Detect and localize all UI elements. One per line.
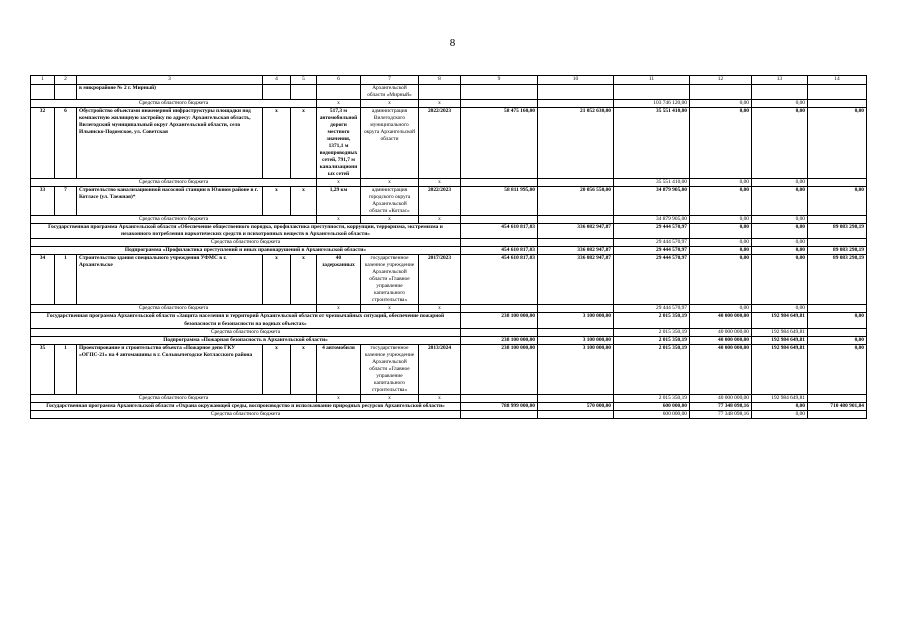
table-cell: 4 автомобиля bbox=[317, 344, 361, 394]
table-row bbox=[31, 344, 867, 394]
table-cell: x bbox=[419, 305, 461, 313]
column-number: 11 bbox=[614, 76, 690, 85]
table-cell bbox=[538, 85, 614, 100]
table-cell: 58 811 995,00 bbox=[461, 187, 538, 216]
column-number: 14 bbox=[808, 76, 867, 85]
table-cell: 35 551 410,00 bbox=[614, 108, 690, 179]
table-row bbox=[31, 187, 867, 216]
object-name: Строительство канализационной насосной станции в Южном районе в г. Котласе (ул. Таежная)* bbox=[77, 187, 263, 216]
table-cell: 89 083 298,19 bbox=[808, 247, 867, 255]
table-cell: 77 348 098,16 bbox=[690, 402, 752, 410]
table-row bbox=[31, 247, 867, 255]
table-cell: 0,00 bbox=[690, 179, 752, 187]
program-title: Государственная программа Архангельской области «Охрана окружающей среды, воспроизводство и использование природных ресурсов Архангельской области» bbox=[31, 402, 461, 410]
table-cell: 29 444 570,97 bbox=[614, 255, 690, 305]
table-cell: 29 444 570,97 bbox=[614, 247, 690, 255]
table-cell bbox=[690, 85, 752, 100]
table-row bbox=[31, 313, 867, 328]
budget-table bbox=[30, 75, 867, 419]
table-cell bbox=[808, 328, 867, 336]
table-cell bbox=[808, 239, 867, 247]
table-cell bbox=[538, 410, 614, 418]
table-cell bbox=[317, 85, 361, 100]
table-cell: Архангельской области «Мирный» bbox=[361, 85, 419, 100]
table-cell bbox=[538, 394, 614, 402]
table-row bbox=[31, 100, 867, 108]
table-cell bbox=[461, 328, 538, 336]
table-cell: 2 015 350,19 bbox=[614, 344, 690, 394]
table-cell: 40 000 000,00 bbox=[690, 344, 752, 394]
table-cell: x bbox=[317, 305, 361, 313]
table-cell: 0,00 bbox=[752, 305, 808, 313]
table-cell: x bbox=[361, 305, 419, 313]
table-cell: 454 610 817,03 bbox=[461, 224, 538, 239]
funding-source: Средства областного бюджета bbox=[31, 179, 317, 187]
column-number: 7 bbox=[361, 76, 419, 85]
table-cell bbox=[461, 85, 538, 100]
table-cell: 35 bbox=[31, 344, 55, 394]
table-cell: 0,00 bbox=[808, 187, 867, 216]
table-cell: x bbox=[361, 394, 419, 402]
table-cell: 788 999 000,00 bbox=[461, 402, 538, 410]
column-number: 3 bbox=[77, 76, 263, 85]
table-cell: 0,00 bbox=[752, 410, 808, 418]
table-row bbox=[31, 85, 867, 100]
table-cell bbox=[538, 305, 614, 313]
table-cell: 35 551 410,00 bbox=[614, 179, 690, 187]
table-row bbox=[31, 179, 867, 187]
table-cell: 2 015 350,19 bbox=[614, 328, 690, 336]
table-cell: 570 000,00 bbox=[538, 402, 614, 410]
table-cell: 0,00 bbox=[690, 108, 752, 179]
object-name: Строительство здания специального учреждения УФМС в г. Архангельске bbox=[77, 255, 263, 305]
table-cell: 336 082 947,87 bbox=[538, 224, 614, 239]
table-cell: 2 015 350,19 bbox=[614, 336, 690, 344]
funding-source: Средства областного бюджета bbox=[31, 394, 317, 402]
table-cell: государственное казенное учреждение Архангельской области «Главное управление капитального строительства» bbox=[361, 344, 419, 394]
table-cell: 192 984 649,81 bbox=[752, 328, 808, 336]
table-cell: 34 879 905,00 bbox=[614, 187, 690, 216]
table-cell: 710 480 901,84 bbox=[808, 402, 867, 410]
table-cell: 33 bbox=[31, 187, 55, 216]
column-number: 8 bbox=[419, 76, 461, 85]
table-cell: 34 bbox=[31, 255, 55, 305]
table-cell bbox=[538, 100, 614, 108]
table-cell bbox=[55, 85, 77, 100]
table-cell bbox=[31, 85, 55, 100]
table-cell: 0,00 bbox=[752, 239, 808, 247]
table-cell: x bbox=[317, 100, 361, 108]
table-cell: администрация городского округа Архангельской области «Котлас» bbox=[361, 187, 419, 216]
program-title: Государственная программа Архангельской области «Обеспечение общественного порядка, профилактика преступности, коррупции, терроризма, экстремизма и незаконного потребления наркотических средств и психотропных веществ в Архангельской области» bbox=[31, 224, 461, 239]
table-cell: 0,00 bbox=[690, 239, 752, 247]
table-cell bbox=[461, 100, 538, 108]
table-row bbox=[31, 224, 867, 239]
table-cell: 238 100 000,00 bbox=[461, 344, 538, 394]
program-title: Подпрограмма «Профилактика преступлений и иных правонарушений в Архангельской области» bbox=[31, 247, 461, 255]
table-row bbox=[31, 336, 867, 344]
table-cell: 192 984 649,81 bbox=[752, 344, 808, 394]
table-cell: 1 bbox=[55, 344, 77, 394]
table-cell: 336 082 947,87 bbox=[538, 247, 614, 255]
table-row bbox=[31, 239, 867, 247]
column-number: 1 bbox=[31, 76, 55, 85]
table-cell: x bbox=[291, 255, 317, 305]
object-name: Проектирование и строительство объекта «Пожарное депо ГКУ «ОГПС-21» на 4 автомашины в г. Сольвычегодске Котласского района bbox=[77, 344, 263, 394]
table-cell: 77 348 098,16 bbox=[690, 410, 752, 418]
table-cell bbox=[614, 85, 690, 100]
table-cell: 0,00 bbox=[752, 255, 808, 305]
funding-source: Средства областного бюджета bbox=[31, 328, 461, 336]
table-cell bbox=[461, 239, 538, 247]
table-cell: государственное казенное учреждение Архангельской области «Главное управление капитального строительства» bbox=[361, 255, 419, 305]
table-cell: 2022/2023 bbox=[419, 187, 461, 216]
funding-source: Средства областного бюджета bbox=[31, 305, 317, 313]
funding-source: Средства областного бюджета bbox=[31, 100, 317, 108]
table-cell: x bbox=[291, 344, 317, 394]
table-cell bbox=[752, 85, 808, 100]
table-cell: x bbox=[263, 255, 291, 305]
column-number: 2 bbox=[55, 76, 77, 85]
table-cell: 0,00 bbox=[808, 313, 867, 328]
table-cell: x bbox=[361, 100, 419, 108]
column-number: 13 bbox=[752, 76, 808, 85]
object-name: в микрорайоне № 2 г. Мирный) bbox=[77, 85, 263, 100]
table-cell: 20 056 550,00 bbox=[538, 187, 614, 216]
table-cell: 238 100 000,00 bbox=[461, 336, 538, 344]
table-cell: 29 444 570,97 bbox=[614, 224, 690, 239]
table-cell: 58 475 160,00 bbox=[461, 108, 538, 179]
table-cell: 2 015 350,19 bbox=[614, 394, 690, 402]
table-cell: 517,3 м автомобильной дороги местного значения, 1371,1 м водопроводных сетей, 791,7 м канализационных сетей bbox=[317, 108, 361, 179]
program-title: Государственная программа Архангельской области «Защита населения и территорий Архангельской области от чрезвычайных ситуаций, обеспечение пожарной безопасности и безопасности на водных объектах» bbox=[31, 313, 461, 328]
table-cell bbox=[808, 179, 867, 187]
funding-source: Средства областного бюджета bbox=[31, 239, 461, 247]
table-cell bbox=[291, 85, 317, 100]
table-cell: 2 015 350,19 bbox=[614, 313, 690, 328]
table-row bbox=[31, 328, 867, 336]
table-cell: 0,00 bbox=[752, 179, 808, 187]
table-cell: 3 100 000,00 bbox=[538, 344, 614, 394]
table-cell: 89 083 298,19 bbox=[808, 224, 867, 239]
table-row bbox=[31, 402, 867, 410]
table-cell: 0,00 bbox=[752, 224, 808, 239]
table-cell: 0,00 bbox=[690, 305, 752, 313]
table-cell bbox=[808, 305, 867, 313]
table-cell: 192 984 649,81 bbox=[752, 313, 808, 328]
table-cell: 3 100 000,00 bbox=[538, 336, 614, 344]
table-cell: x bbox=[317, 179, 361, 187]
table-row bbox=[31, 216, 867, 224]
table-cell: 3 100 000,00 bbox=[538, 313, 614, 328]
column-number: 12 bbox=[690, 76, 752, 85]
table-cell: 0,00 bbox=[690, 100, 752, 108]
table-cell: 40 000 000,00 bbox=[690, 336, 752, 344]
table-row bbox=[31, 305, 867, 313]
table-cell: 0,00 bbox=[752, 100, 808, 108]
table-cell: 238 100 000,00 bbox=[461, 313, 538, 328]
table-cell: 600 000,00 bbox=[614, 402, 690, 410]
table-cell: 454 610 817,03 bbox=[461, 255, 538, 305]
table-cell bbox=[808, 410, 867, 418]
program-title: Подпрограмма «Пожарная безопасность в Архангельской области» bbox=[31, 336, 461, 344]
table-cell: 192 984 649,81 bbox=[752, 336, 808, 344]
table-cell bbox=[419, 85, 461, 100]
table-cell: x bbox=[361, 179, 419, 187]
table-cell: 0,00 bbox=[752, 187, 808, 216]
table-cell: 0,00 bbox=[808, 344, 867, 394]
table-cell: x bbox=[263, 108, 291, 179]
table-cell: 7 bbox=[55, 187, 77, 216]
table-cell: 0,00 bbox=[808, 336, 867, 344]
page-number: 8 bbox=[449, 37, 456, 49]
table-cell: 40 задержанных bbox=[317, 255, 361, 305]
table-cell: x bbox=[317, 216, 361, 224]
table-cell: 40 000 000,00 bbox=[690, 394, 752, 402]
funding-source: Средства областного бюджета bbox=[31, 410, 461, 418]
table-row bbox=[31, 255, 867, 305]
table-cell: 32 bbox=[31, 108, 55, 179]
table-cell: 0,00 bbox=[752, 108, 808, 179]
table-cell: x bbox=[291, 187, 317, 216]
table-cell bbox=[808, 85, 867, 100]
table-cell: 1 bbox=[55, 255, 77, 305]
table-cell: администрация Вилегодского муниципального округа Архангельской области bbox=[361, 108, 419, 179]
table-cell: 2017/2023 bbox=[419, 255, 461, 305]
table-cell: 2013/2024 bbox=[419, 344, 461, 394]
table-cell: 0,00 bbox=[690, 187, 752, 216]
table-cell: x bbox=[419, 216, 461, 224]
column-number: 10 bbox=[538, 76, 614, 85]
table-cell bbox=[808, 100, 867, 108]
table-row bbox=[31, 108, 867, 179]
table-cell bbox=[461, 179, 538, 187]
table-cell bbox=[461, 216, 538, 224]
table-cell: 0,00 bbox=[690, 216, 752, 224]
column-number: 4 bbox=[263, 76, 291, 85]
table-cell: 0,00 bbox=[752, 402, 808, 410]
table-cell: 336 082 947,87 bbox=[538, 255, 614, 305]
table-cell: x bbox=[263, 187, 291, 216]
table-cell: 0,00 bbox=[690, 255, 752, 305]
table-cell: 600 000,00 bbox=[614, 410, 690, 418]
table-cell: 6 bbox=[55, 108, 77, 179]
table-row bbox=[31, 394, 867, 402]
table-cell: 2022/2023 bbox=[419, 108, 461, 179]
table-cell: 0,00 bbox=[752, 247, 808, 255]
table-cell: 0,00 bbox=[808, 108, 867, 179]
table-cell: 29 444 570,97 bbox=[614, 239, 690, 247]
table-cell bbox=[808, 216, 867, 224]
object-name: Обустройство объектами инженерной инфраструктуры площадки под компактную жилищную застройку по адресу: Архангельская область, Вилегодский муниципальный округ Архангельской области, село Ильинско-Подомское, ул. Советская bbox=[77, 108, 263, 179]
header-row bbox=[31, 76, 867, 85]
table-row bbox=[31, 410, 867, 418]
table-cell: 40 000 000,00 bbox=[690, 328, 752, 336]
table-cell: x bbox=[361, 216, 419, 224]
table-cell: 0,00 bbox=[690, 224, 752, 239]
table-cell: x bbox=[291, 108, 317, 179]
table-cell: x bbox=[419, 394, 461, 402]
column-number: 9 bbox=[461, 76, 538, 85]
table-cell: 89 083 298,19 bbox=[808, 255, 867, 305]
table-cell: x bbox=[419, 179, 461, 187]
column-number: 5 bbox=[291, 76, 317, 85]
table-cell: 1,29 км bbox=[317, 187, 361, 216]
table-cell bbox=[538, 216, 614, 224]
table-cell bbox=[461, 410, 538, 418]
table-cell bbox=[808, 394, 867, 402]
table-cell bbox=[538, 239, 614, 247]
table-cell: 454 610 817,03 bbox=[461, 247, 538, 255]
table-cell bbox=[461, 305, 538, 313]
table-cell: 103 746 120,00 bbox=[614, 100, 690, 108]
table-cell: 192 984 649,81 bbox=[752, 394, 808, 402]
table-cell: 0,00 bbox=[752, 216, 808, 224]
table-cell: x bbox=[317, 394, 361, 402]
table-cell: 29 444 570,97 bbox=[614, 305, 690, 313]
table-cell: 34 879 905,00 bbox=[614, 216, 690, 224]
table-cell: 40 000 000,00 bbox=[690, 313, 752, 328]
table-cell: x bbox=[419, 100, 461, 108]
table-cell bbox=[538, 179, 614, 187]
column-number: 6 bbox=[317, 76, 361, 85]
table-cell: 0,00 bbox=[690, 247, 752, 255]
table-cell bbox=[538, 328, 614, 336]
table-cell: x bbox=[263, 344, 291, 394]
funding-source: Средства областного бюджета bbox=[31, 216, 317, 224]
table-cell bbox=[263, 85, 291, 100]
table-cell: 21 052 630,00 bbox=[538, 108, 614, 179]
table-cell bbox=[461, 394, 538, 402]
